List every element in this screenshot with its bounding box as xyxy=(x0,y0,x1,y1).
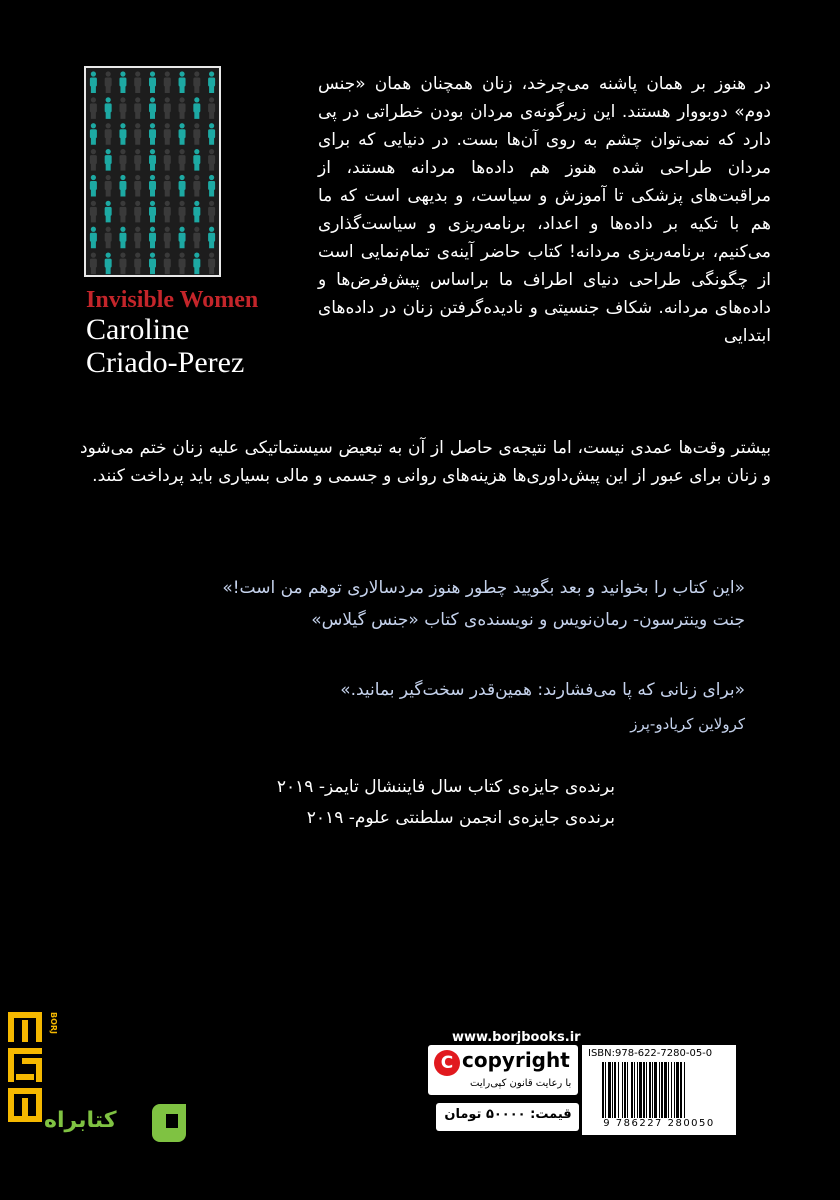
people-grid-icon xyxy=(86,68,219,275)
award-financial-times: برنده‌ی جایزه‌ی کتاب سال فایننشال تایمز- ۲۰۱۹ xyxy=(276,777,615,797)
copyright-subtitle: با رعایت قانون کپی‌رایت xyxy=(470,1078,572,1089)
book-title-english: Invisible Women xyxy=(86,287,259,313)
borj-logo-icon xyxy=(8,1012,42,1122)
barcode-icon xyxy=(600,1062,728,1118)
quote-author: «برای زنانی که پا می‌فشارند: همین‌قدر سخت‌گیر بمانید.» xyxy=(340,680,745,700)
publisher-website: www.borjbooks.ir xyxy=(452,1030,581,1045)
award-royal-society: برنده‌ی جایزه‌ی انجمن سلطنتی علوم- ۲۰۱۹ xyxy=(306,808,615,828)
price: قیمت: ۵۰۰۰۰ تومان xyxy=(444,1107,572,1122)
author-first-name: Caroline xyxy=(86,313,190,346)
copyright-word: copyright xyxy=(462,1048,570,1072)
quote-winterson: «این کتاب را بخوانید و بعد بگویید چطور هنوز مردسالاری توهم من است!» xyxy=(222,578,745,598)
cover-thumbnail xyxy=(84,66,221,277)
isbn-digits: 9 786227 280050 xyxy=(603,1118,715,1129)
description-top: در هنوز بر همان پاشنه می‌چرخد، زنان همچنان همان «جنس دوم» دوبووار هستند. این زیرگونه‌ی مردان بودن خطراتی در پی دارد که نمی‌توان چشم به روی آن‌ها بست. در دنیایی که برای مردان طراحی شده هنوز هم داده‌ها مردانه هستند، از مراقبت‌های پزشکی تا آموزش و سیاست، و بدیهی است که ما هم با تکیه بر داده‌ها و اعداد، برنامه‌ریزی و سیاست‌گذاری می‌کنیم، برنامه‌ریزی مردانه! کتاب حاضر آینه‌ی تمام‌نمایی است از چگونگی طراحی دنیای اطراف ما براساس پیش‌فرض‌ها و داده‌های مردانه. شکاف جنسیتی و نادیده‌گرفتن زنان در داده‌های ابتدایی xyxy=(318,74,771,346)
copyright-icon: C xyxy=(434,1050,460,1076)
description-bottom: بیشتر وقت‌ها عمدی نیست، اما نتیجه‌ی حاصل از آن به تبعیض سیستماتیکی علیه زنان ختم می‌شود و زنان برای عبور از این پیش‌داوری‌ها هزینه‌های روانی و جسمی و مالی بسیاری باید پرداخت کنند. xyxy=(80,438,771,486)
quote-author-attribution: کرولاین کریادو-پرز xyxy=(630,715,745,733)
quote-winterson-attribution: جنت وینترسون- رمان‌نویس و نویسنده‌ی کتاب «جنس گیلاس» xyxy=(311,610,745,630)
borj-label: BORJ xyxy=(49,1012,58,1035)
author-last-name: Criado-Perez xyxy=(86,346,245,379)
isbn-label: ISBN:978-622-7280-05-0 xyxy=(588,1048,713,1059)
ketabrah-label: کتابراه xyxy=(44,1108,117,1133)
